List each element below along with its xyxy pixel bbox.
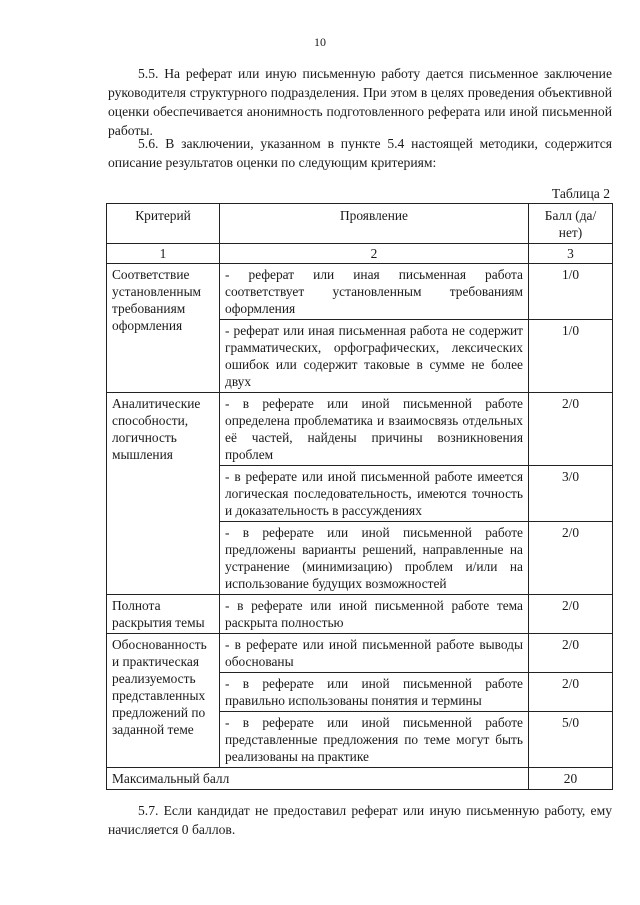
column-number: 2 xyxy=(220,244,529,264)
manifestation-cell: - в реферате или иной письменной работе определена проблематика и взаимосвязь отдельных её частей, найдены причины возникновения проблем xyxy=(220,393,529,466)
column-number: 3 xyxy=(529,244,613,264)
criterion-cell: Полнота раскрытия темы xyxy=(107,595,220,634)
score-cell: 2/0 xyxy=(529,522,613,595)
table-caption: Таблица 2 xyxy=(551,186,610,201)
paragraph-5-6: 5.6. В заключении, указанном в пункте 5.4 настоящей методики, содержится описание результатов оценки по следующим критериям: xyxy=(108,136,612,170)
score-cell: 2/0 xyxy=(529,393,613,466)
total-row xyxy=(107,768,613,790)
score-cell: 2/0 xyxy=(529,673,613,712)
manifestation-cell: - в реферате или иной письменной работе предложены варианты решений, направленные на устранение (минимизацию) проблем и/или на использование будущих возможностей xyxy=(220,522,529,595)
manifestation-cell: - в реферате или иной письменной работе правильно использованы понятия и термины xyxy=(220,673,529,712)
total-label: Максимальный балл xyxy=(107,768,529,790)
manifestation-cell: - в реферате или иной письменной работе представленные предложения по теме могут быть реализованы на практике xyxy=(220,712,529,768)
score-cell: 2/0 xyxy=(529,634,613,673)
score-cell: 3/0 xyxy=(529,466,613,522)
paragraph-5-7: 5.7. Если кандидат не предоставил реферат или иную письменную работу, ему начисляется 0 баллов. xyxy=(108,803,612,837)
score-cell: 2/0 xyxy=(529,595,613,634)
criterion-cell: Соответствие установленным требованиям оформления xyxy=(107,264,220,393)
criteria-table xyxy=(106,203,613,790)
table-header-row xyxy=(107,204,613,244)
manifestation-cell: - в реферате или иной письменной работе выводы обоснованы xyxy=(220,634,529,673)
header-manifestation: Проявление xyxy=(220,204,529,244)
table-row xyxy=(107,393,613,466)
table-row xyxy=(107,634,613,673)
page-number: 10 xyxy=(314,35,326,49)
manifestation-cell: - в реферате или иной письменной работе тема раскрыта полностью xyxy=(220,595,529,634)
table-row xyxy=(107,595,613,634)
paragraph-5-5: 5.5. На реферат или иную письменную работу дается письменное заключение руководителя структурного подразделения. При этом в целях проведения объективной оценки обеспечивается анонимность подготовленного реферата или иной письменной работы. xyxy=(108,66,612,138)
score-cell: 1/0 xyxy=(529,320,613,393)
column-number: 1 xyxy=(107,244,220,264)
column-number-row xyxy=(107,244,613,264)
score-cell: 1/0 xyxy=(529,264,613,320)
score-cell: 5/0 xyxy=(529,712,613,768)
criterion-cell: Аналитические способности, логичность мышления xyxy=(107,393,220,595)
manifestation-cell: - реферат или иная письменная работа не содержит грамматических, орфографических, лексических ошибок или содержит таковые в сумме не более двух xyxy=(220,320,529,393)
header-score: Балл (да/нет) xyxy=(529,204,613,244)
manifestation-cell: - в реферате или иной письменной работе имеется логическая последовательность, имеются точность и доказательность в рассуждениях xyxy=(220,466,529,522)
criterion-cell: Обоснованность и практическая реализуемость представленных предложений по заданной теме xyxy=(107,634,220,768)
manifestation-cell: - реферат или иная письменная работа соответствует установленным требованиям оформления xyxy=(220,264,529,320)
header-criterion: Критерий xyxy=(107,204,220,244)
total-score: 20 xyxy=(529,768,613,790)
table-row xyxy=(107,264,613,320)
